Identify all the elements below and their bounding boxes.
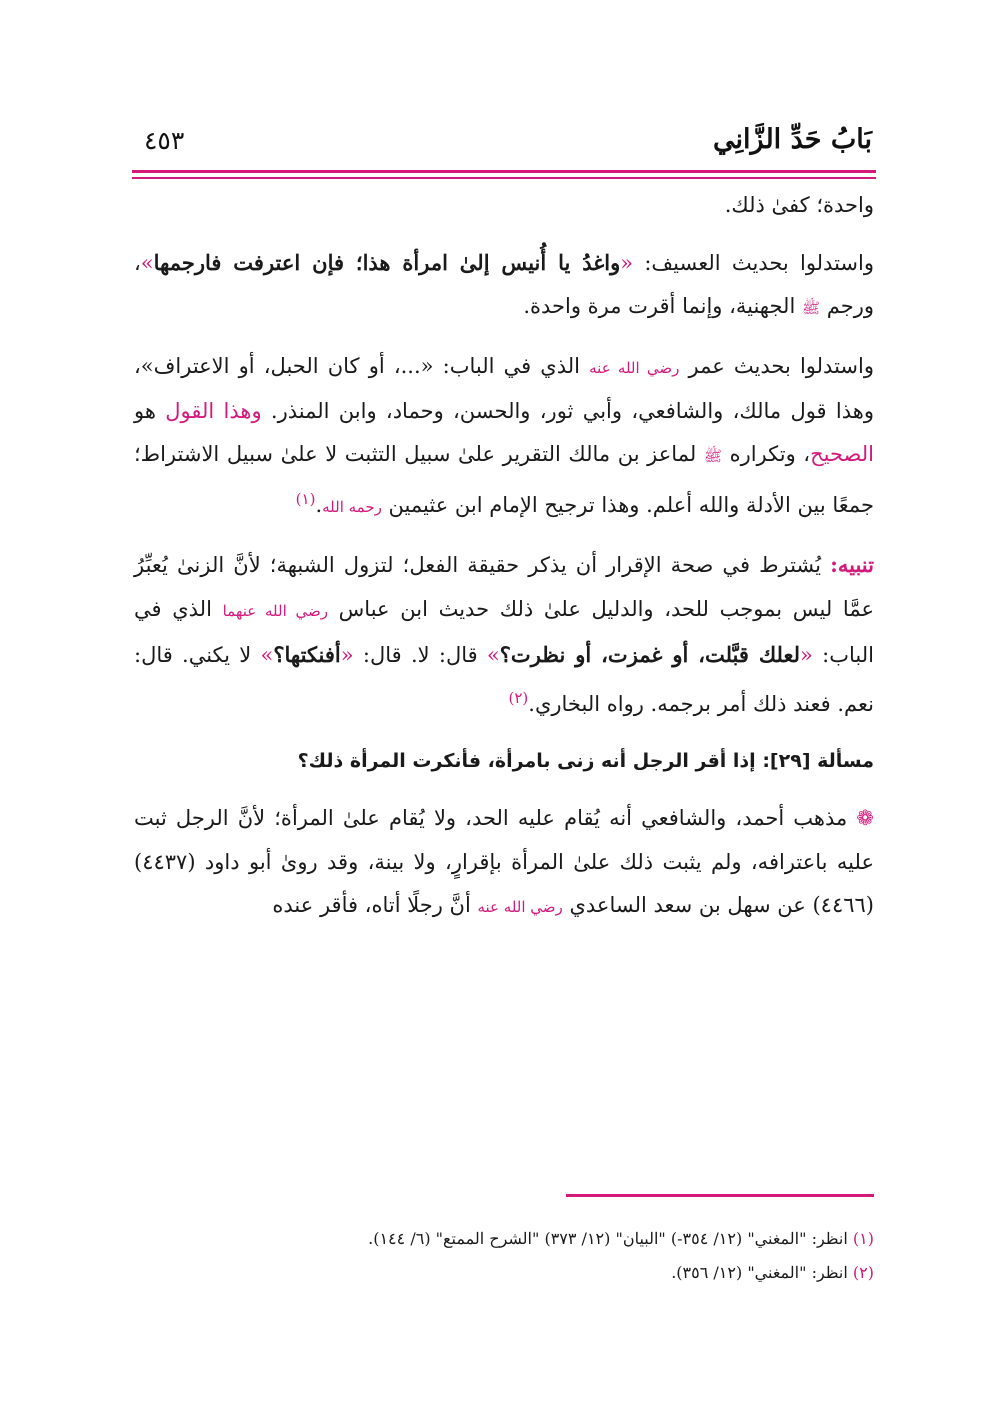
paragraph-5	[134, 797, 874, 929]
footnotes	[134, 1222, 874, 1290]
hadith-quote: أفنكتها؟	[273, 641, 341, 667]
quote-close-mark: »	[140, 251, 154, 276]
footnote-2	[134, 1256, 874, 1290]
p3-text-5: ، وتكراره	[721, 442, 811, 467]
honorific-radiya: رضي الله عنه	[589, 358, 680, 377]
hadith-quote: لعلك قبَّلت، أو غمزت، أو نظرت؟	[499, 641, 801, 667]
footnote-ref-2[interactable]: (٢)	[508, 689, 529, 708]
quote-close-mark: »	[260, 642, 274, 667]
p5-text-2: أنَّ رجلًا أتاه، فأقر عنده	[272, 892, 478, 917]
flower-icon: ❁	[856, 806, 874, 831]
footnote-number: (٢)	[852, 1263, 874, 1282]
footnote-1	[134, 1222, 874, 1256]
paragraph-gap	[134, 227, 874, 241]
paragraph-gap	[134, 726, 874, 740]
honorific-radiya: رضي الله عنهما	[222, 601, 328, 620]
hadith-quote: واغدُ يا أُنيس إلىٰ امرأة هذا؛ فإن اعترفت فارجمها	[153, 250, 621, 276]
p3-text-2: الذي في الباب:	[433, 353, 590, 378]
p3-text-3: ، وهذا قول مالك، والشافعي، وأبي ثور، والحسن، وحماد، وابن المنذر.	[134, 353, 874, 423]
issue-question: إذا أقر الرجل أنه زنى بامرأة، فأنكرت المرأة ذلك؟	[297, 750, 763, 773]
issue-label: مسألة [٢٩]:	[762, 750, 874, 773]
note-label: تنبيه:	[830, 552, 874, 578]
footnote-ref-1[interactable]: (١)	[295, 490, 316, 509]
p2-text-2: ، ورجم	[134, 251, 874, 319]
paragraph-3	[134, 345, 874, 530]
footnote-text: انظر: "المغني" (١٢/ ٣٥٤-) "البيان" (١٢/ ٣٧٣) "الشرح الممتع" (٦/ ١٤٤).	[368, 1229, 853, 1248]
p1-text: واحدة؛ كفىٰ ذلك.	[724, 193, 874, 217]
header-rule-bottom	[132, 177, 876, 179]
highlight-phrase: وهذا القول	[165, 398, 262, 423]
p3-text-7: .	[315, 493, 323, 518]
quote-open-mark: «	[620, 251, 634, 276]
paragraph-gap	[134, 529, 874, 543]
header-rule-top	[132, 170, 876, 173]
honorific-salla: ﷺ	[703, 447, 722, 466]
p3-text-6: لماعز بن مالك التقرير علىٰ سبيل التثبت لا علىٰ سبيل الاشتراط؛ جمعًا بين الأدلة والله أعلم. وهذا ترجيح الإمام ابن عثيمين	[134, 442, 874, 518]
highlight-word: الصحيح	[810, 442, 874, 467]
p3-text-4: هو	[134, 398, 166, 423]
chapter-title: بَابُ حَدِّ الزَّانِي	[713, 124, 872, 155]
quote-open-mark: «	[800, 642, 813, 667]
footnote-number: (١)	[852, 1229, 874, 1248]
body-text	[134, 184, 874, 929]
paragraph-2	[134, 241, 874, 330]
p5-text-1: مذهب أحمد، والشافعي أنه يُقام عليه الحد، ولا يُقام علىٰ المرأة؛ لأنَّ الرجل ثبت عليه باعترافه، ولم يثبت ذلك علىٰ المرأة بإقرارٍ، ولا بينة، وقد روىٰ أبو داود (٤٤٣٧) (٤٤٦٦) عن سهل بن سعد الساعدي	[134, 806, 874, 917]
p4-text-4: لا يكني. قال: نعم. فعند ذلك أمر برجمه. رواه البخاري.	[134, 642, 874, 717]
paragraph-gap	[134, 331, 874, 345]
issue-heading	[134, 740, 874, 783]
page-header	[132, 124, 872, 164]
p4-text-1: يُشترط في صحة الإقرار أن يذكر حقيقة الفعل؛ لتزول الشبهة؛ لأنَّ الزنىٰ يُعبِّرُ عمَّا ليس بموجب للحد، والدليل علىٰ ذلك حديث ابن عباس	[134, 553, 874, 621]
quote-open-mark: «	[340, 642, 354, 667]
footnote-separator	[566, 1194, 874, 1197]
paragraph-gap	[134, 783, 874, 797]
paragraph-1	[134, 184, 874, 227]
p2-text-1: واستدلوا بحديث العسيف:	[633, 251, 874, 276]
p2-text-3: الجهنية، وإنما أقرت مرة واحدة.	[523, 294, 802, 319]
honorific-salla: ﷺ	[801, 299, 821, 318]
honorific-radiya: رضي الله عنه	[477, 897, 563, 916]
page-number: ٤٥٣	[144, 126, 185, 155]
hadith-quote: «...، أو كان الحبل، أو الاعتراف»	[140, 353, 434, 378]
quote-close-mark: »	[486, 642, 500, 667]
p3-text-1: واستدلوا بحديث عمر	[679, 353, 874, 378]
footnote-text: انظر: "المغني" (١٢/ ٣٥٦).	[671, 1263, 853, 1282]
honorific-rahimahu: رحمه الله	[322, 498, 382, 517]
p4-text-3: قال: لا. قال:	[353, 642, 487, 667]
p4-text-2: الذي في الباب:	[134, 596, 874, 667]
paragraph-4	[134, 543, 874, 726]
